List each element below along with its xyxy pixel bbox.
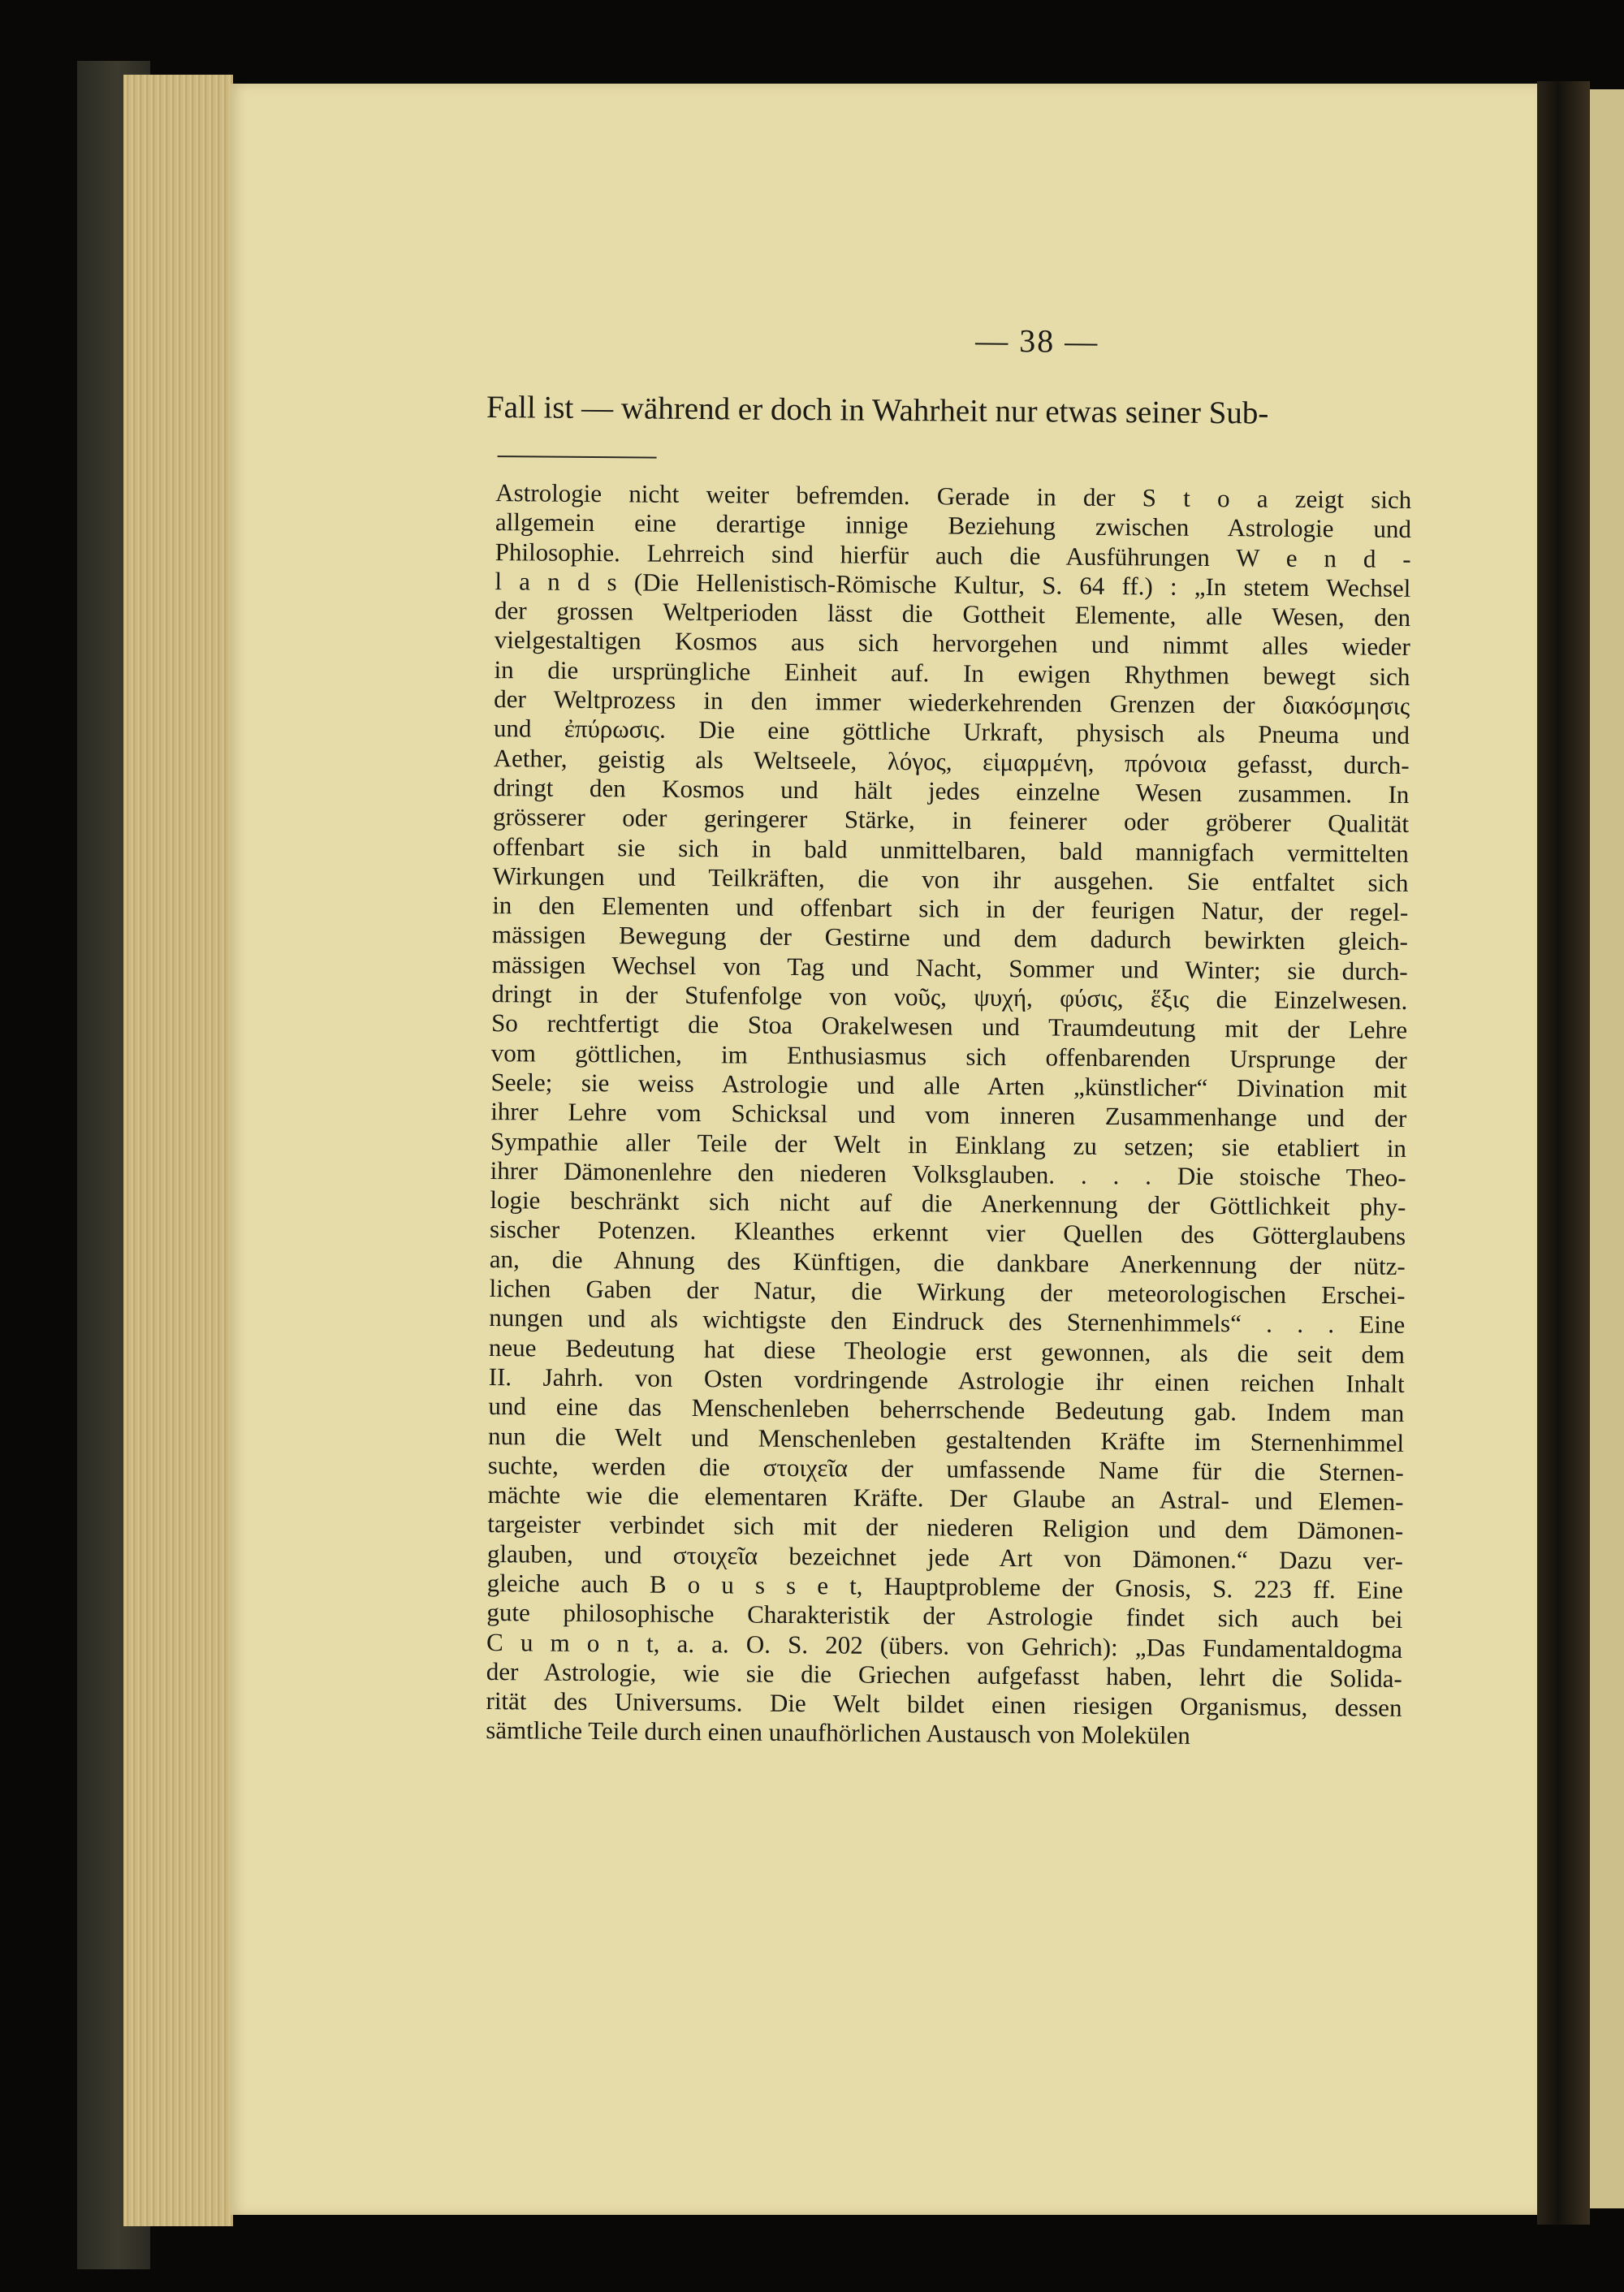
footnote-line: vom göttlichen, im Enthusiasmus sich offenbarenden Ursprunge der — [490, 1038, 1407, 1074]
footnote-line: offenbart sie sich in bald unmittelbaren, bald mannigfach vermittelten — [492, 831, 1409, 868]
footnote-line: allgemein eine derartige innige Beziehung zwischen Astrologie und — [495, 507, 1412, 544]
footnote-line: ihrer Dämonenlehre den niederen Volksglauben. . . . Die stoische Theo- — [490, 1155, 1406, 1192]
footnote-line: Sympathie aller Teile der Welt in Einklang zu setzen; sie etabliert in — [490, 1126, 1407, 1163]
footnote-line: gleiche auch B o u s s e t, Hauptprobleme der Gnosis, S. 223 ff. Eine — [486, 1569, 1403, 1604]
footnote-line: Philosophie. Lehrreich sind hierfür auch die Ausführungen W e n d - — [495, 537, 1411, 573]
footnote-line: lichen Gaben der Natur, die Wirkung der meteorologischen Erschei- — [489, 1274, 1406, 1310]
footnote-line: Aether, geistig als Weltseele, λόγος, εἱμαρμένη, πρόνοια gefasst, durch- — [493, 743, 1410, 779]
footnote-line: glauben, und στοιχεῖα bezeichnet jede Art von Dämonen.“ Dazu ver- — [486, 1539, 1404, 1575]
book-gutter — [1537, 81, 1590, 2225]
footnote-divider — [498, 455, 657, 459]
footnote-line: dringt in der Stufenfolge von νοῦς, ψυχή, φύσις, ἕξις die Einzelwesen. — [491, 979, 1408, 1015]
footnote — [486, 478, 1411, 1753]
footnote-line: mässigen Bewegung der Gestirne und dem dadurch bewirkten gleich- — [491, 920, 1409, 956]
footnote-line: suchte, werden die στοιχεῖα der umfassende Name für die Sternen- — [487, 1450, 1404, 1487]
footnote-line: Wirkungen und Teilkräften, die von ihr ausgehen. Sie entfaltet sich — [492, 861, 1409, 897]
footnote-line: logie beschränkt sich nicht auf die Anerkennung der Göttlichkeit phy- — [490, 1185, 1406, 1222]
footnote-line: sischer Potenzen. Kleanthes erkennt vier Quellen des Götterglaubens — [489, 1215, 1406, 1251]
footnote-line: l a n d s (Die Hellenistisch-Römische Kultur, S. 64 ff.) : „In stetem Wechsel — [495, 566, 1411, 602]
footnote-line: dringt den Kosmos und hält jedes einzelne Wesen zusammen. In — [493, 773, 1410, 809]
footnote-line: rität des Universums. Die Welt bildet einen riesigen Organismus, dessen — [486, 1686, 1402, 1723]
footnote-line: mässigen Wechsel von Tag und Nacht, Sommer und Winter; sie durch- — [491, 949, 1408, 986]
footnote-line: der Astrologie, wie sie die Griechen aufgefasst haben, lehrt die Solida- — [486, 1656, 1402, 1693]
footnote-line: und eine das Menschenleben beherrschende Bedeutung gab. Indem man — [488, 1392, 1405, 1428]
footnote-line: vielgestaltigen Kosmos aus sich hervorgehen und nimmt alles wieder — [494, 625, 1410, 662]
footnote-line: nun die Welt und Menschenleben gestaltenden Kräfte im Sternenhimmel — [488, 1421, 1405, 1457]
footnote-line: Seele; sie weiss Astrologie und alle Arten „künstlicher“ Divination mit — [490, 1068, 1407, 1103]
footnote-line: an, die Ahnung des Künftigen, die dankbare Anerkennung der nütz- — [489, 1244, 1406, 1280]
footnote-line: mächte wie die elementaren Kräfte. Der Glaube an Astral- und Elemen- — [487, 1480, 1404, 1517]
page-content — [476, 313, 1413, 1753]
footnote-line: ihrer Lehre vom Schicksal und vom inneren Zusammenhange und der — [490, 1097, 1407, 1133]
footnote-line: sämtliche Teile durch einen unaufhörlichen Austausch von Molekülen — [486, 1716, 1191, 1750]
footnote-line: targeister verbindet sich mit der niederen Religion und dem Dämonen- — [487, 1509, 1404, 1546]
footnote-line: Astrologie nicht weiter befremden. Gerade in der S t o a zeigt sich — [495, 478, 1412, 514]
footnote-line: So rechtfertigt die Stoa Orakelwesen und Traumdeutung mit der Lehre — [490, 1008, 1408, 1045]
footnote-line: C u m o n t, a. a. O. S. 202 (übers. von Gehrich): „Das Fundamentaldogma — [486, 1627, 1403, 1664]
body-text — [486, 384, 1412, 438]
next-page-edge — [1590, 89, 1624, 2208]
footnote-line: gute philosophische Charakteristik der Astrologie findet sich auch bei — [486, 1598, 1403, 1634]
footnote-line: in die ursprüngliche Einheit auf. In ewigen Rhythmen bewegt sich — [494, 654, 1410, 691]
footnote-line: neue Bedeutung hat diese Theologie erst gewonnen, als die seit dem — [488, 1332, 1406, 1369]
page-number: — 38 — — [975, 322, 1099, 360]
footnote-line: nungen und als wichtigste den Eindruck des Sternenhimmels“ . . . Eine — [489, 1303, 1406, 1340]
body-line: Fall ist — während er doch in Wahrheit nur etwas seiner Sub- — [486, 389, 1269, 431]
page-edges — [123, 75, 233, 2226]
footnote-line: der grossen Weltperioden lässt die Gottheit Elemente, alle Wesen, den — [494, 596, 1411, 632]
footnote-line: in den Elementen und offenbart sich in der feurigen Natur, der regel- — [492, 891, 1409, 927]
footnote-line: der Weltprozess in den immer wiederkehrenden Grenzen der διακόσμησις — [494, 684, 1410, 721]
footnote-line: II. Jahrh. von Osten vordringende Astrologie ihr einen reichen Inhalt — [488, 1362, 1405, 1398]
footnote-line: und ἐπύρωσις. Die eine göttliche Urkraft, physisch als Pneuma und — [493, 714, 1410, 750]
footnote-line: grösserer oder geringerer Stärke, in feinerer oder gröberer Qualität — [492, 802, 1410, 839]
